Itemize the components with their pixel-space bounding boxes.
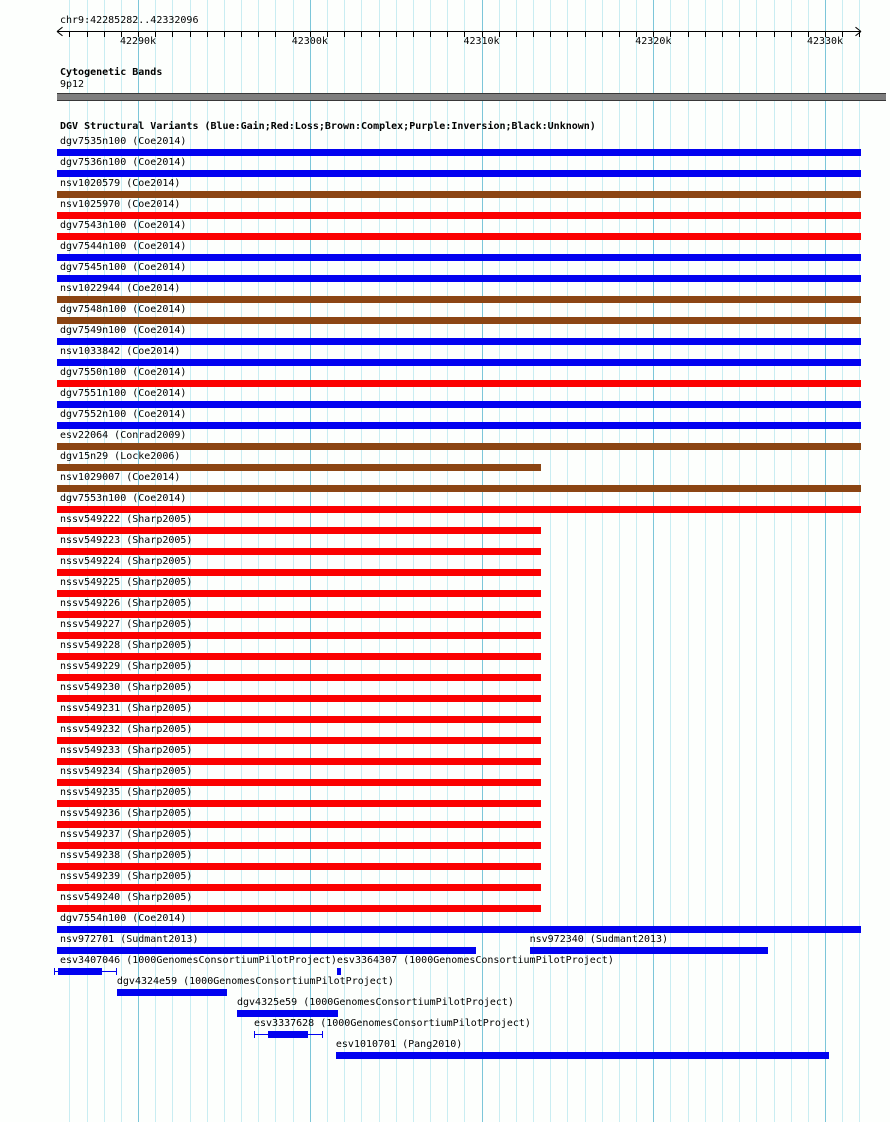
minor-gridline <box>808 0 809 1122</box>
ruler-tick <box>224 32 225 37</box>
variant-label[interactable]: dgv7536n100 (Coe2014) <box>60 157 187 168</box>
variant-label[interactable]: nssv549236 (Sharp2005) <box>60 808 193 819</box>
ruler-tick <box>396 32 397 37</box>
variant-bar[interactable] <box>57 821 541 828</box>
variant-bar[interactable] <box>57 569 541 576</box>
ruler-tick <box>859 32 860 37</box>
variant-label[interactable]: dgv7548n100 (Coe2014) <box>60 304 187 315</box>
ruler-tick <box>705 32 706 37</box>
variant-bar[interactable] <box>57 674 541 681</box>
variant-bar[interactable] <box>57 338 861 345</box>
variant-label[interactable]: esv3407046 (1000GenomesConsortiumPilotProject) <box>60 955 337 966</box>
variant-label[interactable]: dgv4325e59 (1000GenomesConsortiumPilotProject) <box>237 997 514 1008</box>
variant-label[interactable]: nssv549233 (Sharp2005) <box>60 745 193 756</box>
ruler-tick <box>430 32 431 37</box>
ruler-tick-label: 42310k <box>463 36 500 47</box>
variant-label[interactable]: nssv549227 (Sharp2005) <box>60 619 193 630</box>
ruler-tick <box>344 32 345 37</box>
variant-label[interactable]: nssv549238 (Sharp2005) <box>60 850 193 861</box>
variant-label[interactable]: nsv972701 (Sudmant2013) <box>60 934 199 945</box>
ruler-tick <box>69 32 70 37</box>
variant-bar[interactable] <box>337 968 341 975</box>
ruler-tick <box>104 32 105 37</box>
variant-bar[interactable] <box>57 611 541 618</box>
variant-label[interactable]: nssv549232 (Sharp2005) <box>60 724 193 735</box>
variant-bar[interactable] <box>57 296 861 303</box>
variant-label[interactable]: nsv1020579 (Coe2014) <box>60 178 181 189</box>
ruler-tick <box>585 32 586 37</box>
variant-label[interactable]: dgv4324e59 (1000GenomesConsortiumPilotProject) <box>116 976 394 987</box>
variant-bar[interactable] <box>57 149 861 156</box>
variant-bar[interactable] <box>57 737 541 744</box>
ruler-tick <box>688 32 689 37</box>
variant-bar[interactable] <box>57 191 861 198</box>
variant-bar[interactable] <box>57 275 861 282</box>
variant-bar[interactable] <box>57 548 541 555</box>
variant-bar[interactable] <box>57 800 541 807</box>
minor-gridline <box>859 0 860 1122</box>
variant-label[interactable]: dgv7553n100 (Coe2014) <box>60 493 187 504</box>
ruler-tick <box>550 32 551 37</box>
cytobands-track-title: Cytogenetic Bands <box>60 67 163 78</box>
variant-bar[interactable] <box>57 527 541 534</box>
minor-gridline <box>791 0 792 1122</box>
variant-bar[interactable] <box>57 380 861 387</box>
variant-label[interactable]: dgv7554n100 (Coe2014) <box>60 913 187 924</box>
ruler-tick <box>791 32 792 37</box>
variant-bar[interactable] <box>57 590 541 597</box>
variant-bar[interactable] <box>57 233 861 240</box>
minor-gridline <box>774 0 775 1122</box>
variant-bar[interactable] <box>336 1052 829 1059</box>
ruler-tick-label: 42300k <box>291 36 328 47</box>
variant-whisker-endtick[interactable] <box>322 1031 323 1038</box>
variant-bar[interactable] <box>57 947 476 954</box>
variant-label[interactable]: nssv549234 (Sharp2005) <box>60 766 193 777</box>
variant-bar[interactable] <box>57 359 861 366</box>
variant-label[interactable]: nssv549231 (Sharp2005) <box>60 703 193 714</box>
ruler-axis-line <box>57 31 861 32</box>
variant-label[interactable]: nsv1022944 (Coe2014) <box>60 283 181 294</box>
variant-bar[interactable] <box>57 212 861 219</box>
variant-label[interactable]: dgv7544n100 (Coe2014) <box>60 241 187 252</box>
ruler-tick <box>447 32 448 37</box>
variant-bar[interactable] <box>57 926 861 933</box>
ruler-tick <box>619 32 620 37</box>
ruler-tick <box>533 32 534 37</box>
ruler-tick <box>207 32 208 37</box>
variant-bar[interactable] <box>57 254 861 261</box>
variant-bar[interactable] <box>57 632 541 639</box>
variant-label[interactable]: nssv549228 (Sharp2005) <box>60 640 193 651</box>
ruler-tick <box>275 32 276 37</box>
variant-bar[interactable] <box>237 1010 338 1017</box>
cytoband-bar[interactable] <box>57 93 886 101</box>
ruler-tick <box>774 32 775 37</box>
variant-bar[interactable] <box>58 968 102 975</box>
variant-label[interactable]: dgv15n29 (Locke2006) <box>60 451 181 462</box>
variant-label[interactable]: nssv549222 (Sharp2005) <box>60 514 193 525</box>
variant-label[interactable]: dgv7551n100 (Coe2014) <box>60 388 187 399</box>
variant-label[interactable]: dgv7543n100 (Coe2014) <box>60 220 187 231</box>
variant-bar[interactable] <box>57 170 861 177</box>
ruler-tick-label: 42330k <box>806 36 844 47</box>
ruler-tick <box>739 32 740 37</box>
variant-bar[interactable] <box>57 443 861 450</box>
variant-bar[interactable] <box>57 653 541 660</box>
ruler-tick <box>602 32 603 37</box>
variant-label[interactable]: esv3364307 (1000GenomesConsortiumPilotProject) <box>336 955 614 966</box>
variant-label[interactable]: nssv549230 (Sharp2005) <box>60 682 193 693</box>
variant-label[interactable]: dgv7550n100 (Coe2014) <box>60 367 187 378</box>
variant-label[interactable]: nssv549239 (Sharp2005) <box>60 871 193 882</box>
variant-bar[interactable] <box>57 422 861 429</box>
variant-label[interactable]: dgv7545n100 (Coe2014) <box>60 262 187 273</box>
variant-label[interactable]: esv1010701 (Pang2010) <box>335 1039 463 1050</box>
variant-bar[interactable] <box>57 464 541 471</box>
variant-label[interactable]: dgv7552n100 (Coe2014) <box>60 409 187 420</box>
variant-label[interactable]: nssv549225 (Sharp2005) <box>60 577 193 588</box>
ruler-tick <box>172 32 173 37</box>
ruler-tick <box>87 32 88 37</box>
minor-gridline <box>516 0 517 1122</box>
variant-bar[interactable] <box>57 317 861 324</box>
ruler-tick <box>190 32 191 37</box>
variant-bar[interactable] <box>530 947 769 954</box>
variant-bar[interactable] <box>57 485 861 492</box>
variant-label[interactable]: dgv7535n100 (Coe2014) <box>60 136 187 147</box>
ruler-tick <box>379 32 380 37</box>
variant-label[interactable]: esv3337628 (1000GenomesConsortiumPilotProject) <box>254 1018 531 1029</box>
variant-label[interactable]: nssv549235 (Sharp2005) <box>60 787 193 798</box>
variant-bar[interactable] <box>57 884 541 891</box>
ruler-tick <box>722 32 723 37</box>
variant-bar[interactable] <box>57 695 541 702</box>
variant-label[interactable]: nsv972340 (Sudmant2013) <box>529 934 669 945</box>
variant-bar[interactable] <box>268 1031 308 1038</box>
variant-label[interactable]: nssv549237 (Sharp2005) <box>60 829 193 840</box>
variant-bar[interactable] <box>117 989 227 996</box>
variant-bar[interactable] <box>57 863 541 870</box>
major-gridline <box>825 0 826 1122</box>
variant-label[interactable]: nssv549240 (Sharp2005) <box>60 892 193 903</box>
cytoband-name: 9p12 <box>60 79 85 90</box>
region-title: chr9:42285282..42332096 <box>60 15 199 26</box>
ruler-tick <box>567 32 568 37</box>
ruler-tick-label: 42320k <box>635 36 672 47</box>
ruler-tick <box>516 32 517 37</box>
ruler-tick <box>241 32 242 37</box>
variant-bar[interactable] <box>57 842 541 849</box>
dgv-track-title: DGV Structural Variants (Blue:Gain;Red:Loss;Brown:Complex;Purple:Inversion;Black:Unknown) <box>60 121 596 132</box>
variant-bar[interactable] <box>57 779 541 786</box>
major-gridline <box>482 0 483 1122</box>
ruler-tick <box>258 32 259 37</box>
variant-label[interactable]: nssv549224 (Sharp2005) <box>60 556 193 567</box>
variant-bar[interactable] <box>57 905 541 912</box>
ruler-tick <box>413 32 414 37</box>
variant-label[interactable]: nssv549229 (Sharp2005) <box>60 661 193 672</box>
variant-label[interactable]: dgv7549n100 (Coe2014) <box>60 325 187 336</box>
variant-label[interactable]: nssv549226 (Sharp2005) <box>60 598 193 609</box>
variant-bar[interactable] <box>57 758 541 765</box>
variant-label[interactable]: nsv1029007 (Coe2014) <box>60 472 181 483</box>
ruler-tick-label: 42290k <box>119 36 157 47</box>
variant-whisker-endtick[interactable] <box>54 968 55 975</box>
variant-label[interactable]: nsv1025970 (Coe2014) <box>60 199 181 210</box>
variant-label[interactable]: esv22064 (Conrad2009) <box>60 430 187 441</box>
minor-gridline <box>499 0 500 1122</box>
ruler-tick <box>756 32 757 37</box>
variant-whisker-endtick[interactable] <box>116 968 117 975</box>
minor-gridline <box>842 0 843 1122</box>
variant-bar[interactable] <box>57 716 541 723</box>
variant-bar[interactable] <box>57 401 861 408</box>
variant-whisker-endtick[interactable] <box>254 1031 255 1038</box>
variant-label[interactable]: nsv1033842 (Coe2014) <box>60 346 181 357</box>
ruler-tick <box>361 32 362 37</box>
variant-bar[interactable] <box>57 506 861 513</box>
variant-label[interactable]: nssv549223 (Sharp2005) <box>60 535 193 546</box>
